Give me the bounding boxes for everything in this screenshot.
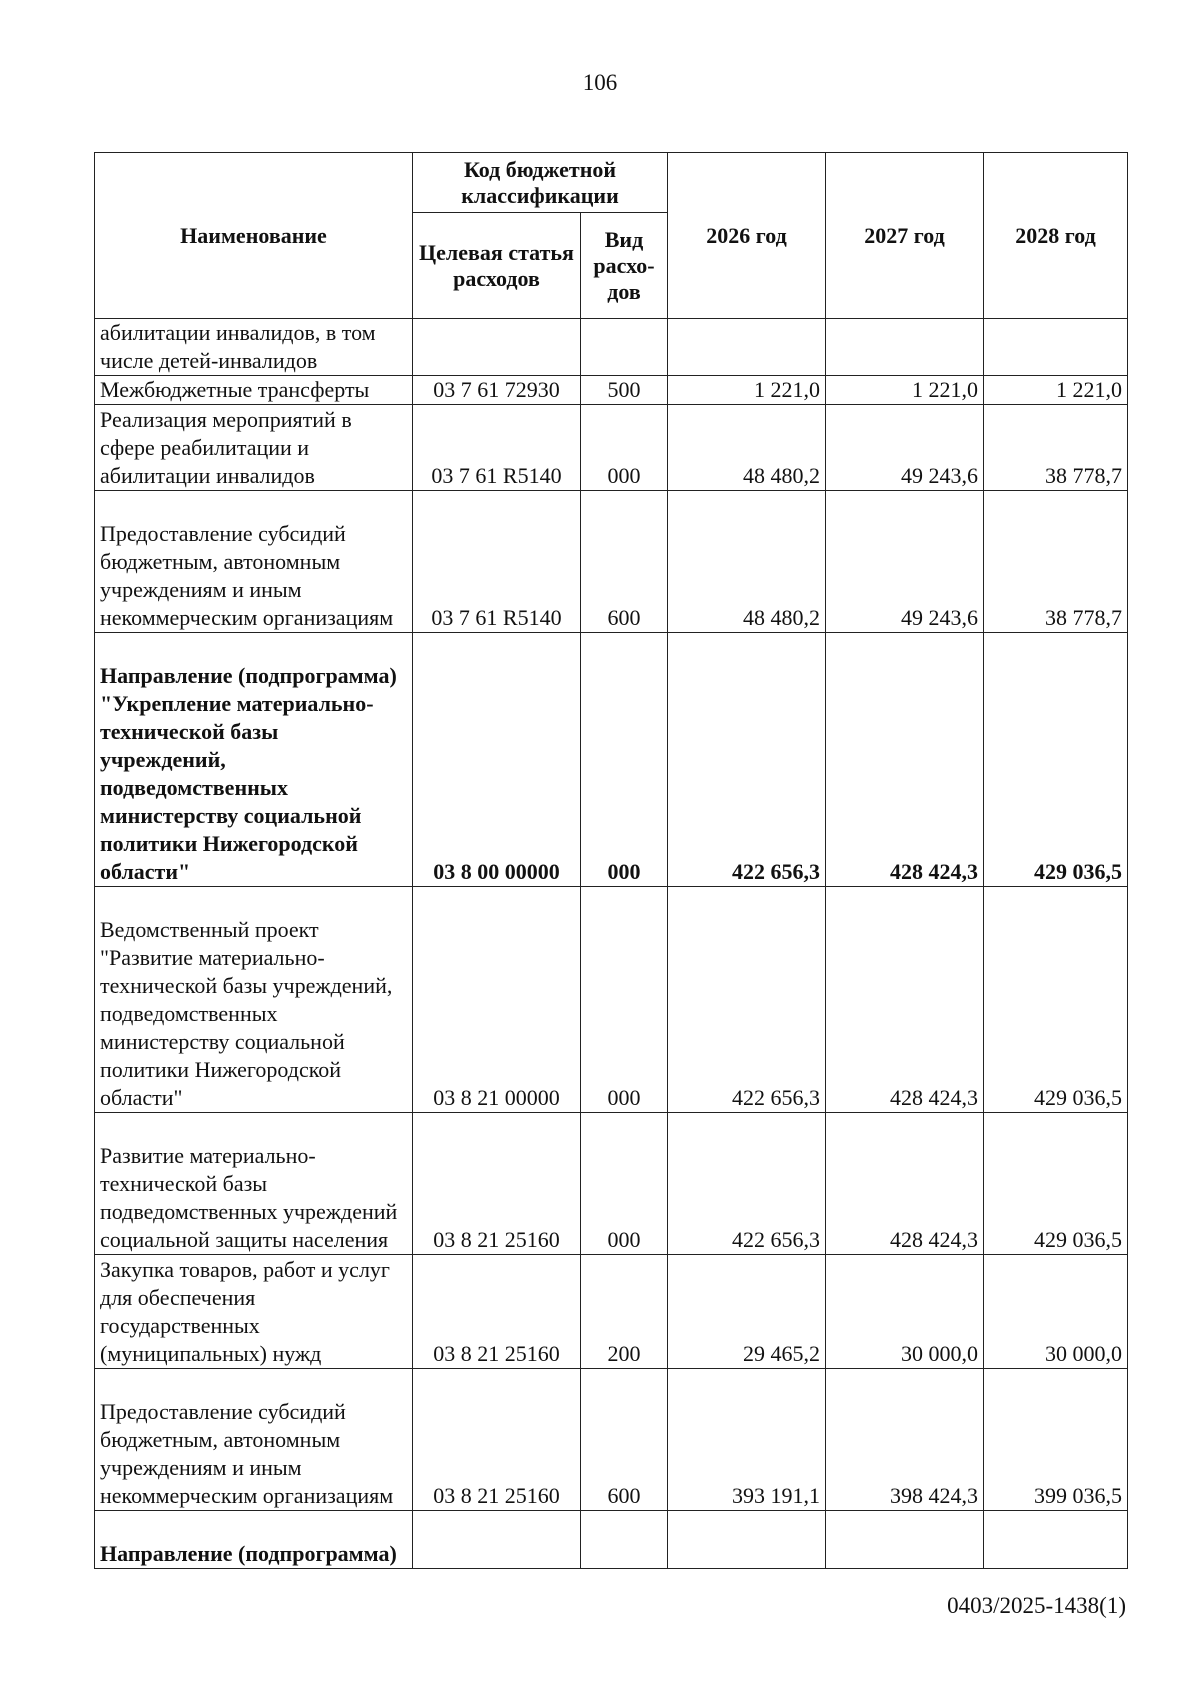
row-name: Предоставление субсидий бюджетным, автономным учреждениям и иным некоммерческим организациям <box>95 1369 413 1511</box>
row-kind: 500 <box>581 376 668 405</box>
row-2027: 428 424,3 <box>826 633 984 887</box>
header-year-2027: 2027 год <box>826 153 984 319</box>
row-2026: 48 480,2 <box>668 405 826 491</box>
table-row <box>95 1511 1128 1569</box>
row-2028: 429 036,5 <box>984 633 1128 887</box>
row-code: 03 8 21 25160 <box>413 1255 581 1369</box>
row-2028 <box>984 1511 1128 1569</box>
row-name: Закупка товаров, работ и услуг для обеспечения государственных (муниципальных) нужд <box>95 1255 413 1369</box>
table-row <box>95 1255 1128 1369</box>
row-2027: 398 424,3 <box>826 1369 984 1511</box>
row-2027 <box>826 319 984 376</box>
row-name: Предоставление субсидий бюджетным, автономным учреждениям и иным некоммерческим организациям <box>95 491 413 633</box>
row-2028: 38 778,7 <box>984 491 1128 633</box>
header-code-group: Код бюджетной классификации <box>413 153 668 213</box>
row-code <box>413 319 581 376</box>
row-2026: 393 191,1 <box>668 1369 826 1511</box>
row-2027: 30 000,0 <box>826 1255 984 1369</box>
row-code: 03 8 21 00000 <box>413 887 581 1113</box>
row-2028 <box>984 319 1128 376</box>
row-name: Развитие материально-технической базы подведомственных учреждений социальной защиты населения <box>95 1113 413 1255</box>
row-code <box>413 1511 581 1569</box>
row-kind: 000 <box>581 633 668 887</box>
row-code: 03 8 00 00000 <box>413 633 581 887</box>
row-2028: 1 221,0 <box>984 376 1128 405</box>
row-kind: 000 <box>581 887 668 1113</box>
header-name: Наименование <box>95 153 413 319</box>
table-body <box>95 319 1128 1569</box>
row-2028: 429 036,5 <box>984 1113 1128 1255</box>
row-2027: 428 424,3 <box>826 1113 984 1255</box>
row-kind: 000 <box>581 1113 668 1255</box>
row-2028: 429 036,5 <box>984 887 1128 1113</box>
table-row <box>95 319 1128 376</box>
row-code: 03 8 21 25160 <box>413 1369 581 1511</box>
row-2026: 422 656,3 <box>668 633 826 887</box>
row-2027: 49 243,6 <box>826 405 984 491</box>
budget-table <box>94 152 1128 1569</box>
table-row <box>95 887 1128 1113</box>
row-code: 03 8 21 25160 <box>413 1113 581 1255</box>
row-kind: 600 <box>581 1369 668 1511</box>
table-row <box>95 491 1128 633</box>
row-kind: 200 <box>581 1255 668 1369</box>
table-row <box>95 1113 1128 1255</box>
row-name: Направление (подпрограмма) "Укрепление материально-технической базы учреждений, подведомственных министерству социальной политики Нижегородской области" <box>95 633 413 887</box>
row-kind <box>581 1511 668 1569</box>
page-number: 106 <box>582 70 618 95</box>
row-name: Направление (подпрограмма) <box>95 1511 413 1569</box>
row-2026: 48 480,2 <box>668 491 826 633</box>
table-row <box>95 1369 1128 1511</box>
row-2027: 1 221,0 <box>826 376 984 405</box>
row-2028: 30 000,0 <box>984 1255 1128 1369</box>
row-name: абилитации инвалидов, в том числе детей-инвалидов <box>95 319 413 376</box>
row-kind: 600 <box>581 491 668 633</box>
row-2027: 428 424,3 <box>826 887 984 1113</box>
table-header <box>95 153 1128 319</box>
row-2027 <box>826 1511 984 1569</box>
row-2028: 399 036,5 <box>984 1369 1128 1511</box>
row-2026: 1 221,0 <box>668 376 826 405</box>
row-2026: 29 465,2 <box>668 1255 826 1369</box>
table-row <box>95 405 1128 491</box>
row-kind <box>581 319 668 376</box>
row-kind: 000 <box>581 405 668 491</box>
row-code: 03 7 61 R5140 <box>413 405 581 491</box>
row-2028: 38 778,7 <box>984 405 1128 491</box>
row-name: Ведомственный проект "Развитие материально-технической базы учреждений, подведомственных министерству социальной политики Нижегородской области" <box>95 887 413 1113</box>
table-row <box>95 633 1128 887</box>
row-code: 03 7 61 R5140 <box>413 491 581 633</box>
row-2026 <box>668 1511 826 1569</box>
row-2026: 422 656,3 <box>668 887 826 1113</box>
row-2027: 49 243,6 <box>826 491 984 633</box>
header-year-2026: 2026 год <box>668 153 826 319</box>
row-name: Реализация мероприятий в сфере реабилитации и абилитации инвалидов <box>95 405 413 491</box>
row-name: Межбюджетные трансферты <box>95 376 413 405</box>
header-target-article: Целевая статья расходов <box>413 213 581 319</box>
header-expense-kind: Вид расхо-дов <box>581 213 668 319</box>
document-id: 0403/2025-1438(1) <box>947 1593 1126 1618</box>
row-2026: 422 656,3 <box>668 1113 826 1255</box>
row-code: 03 7 61 72930 <box>413 376 581 405</box>
row-2026 <box>668 319 826 376</box>
table-row <box>95 376 1128 405</box>
header-year-2028: 2028 год <box>984 153 1128 319</box>
